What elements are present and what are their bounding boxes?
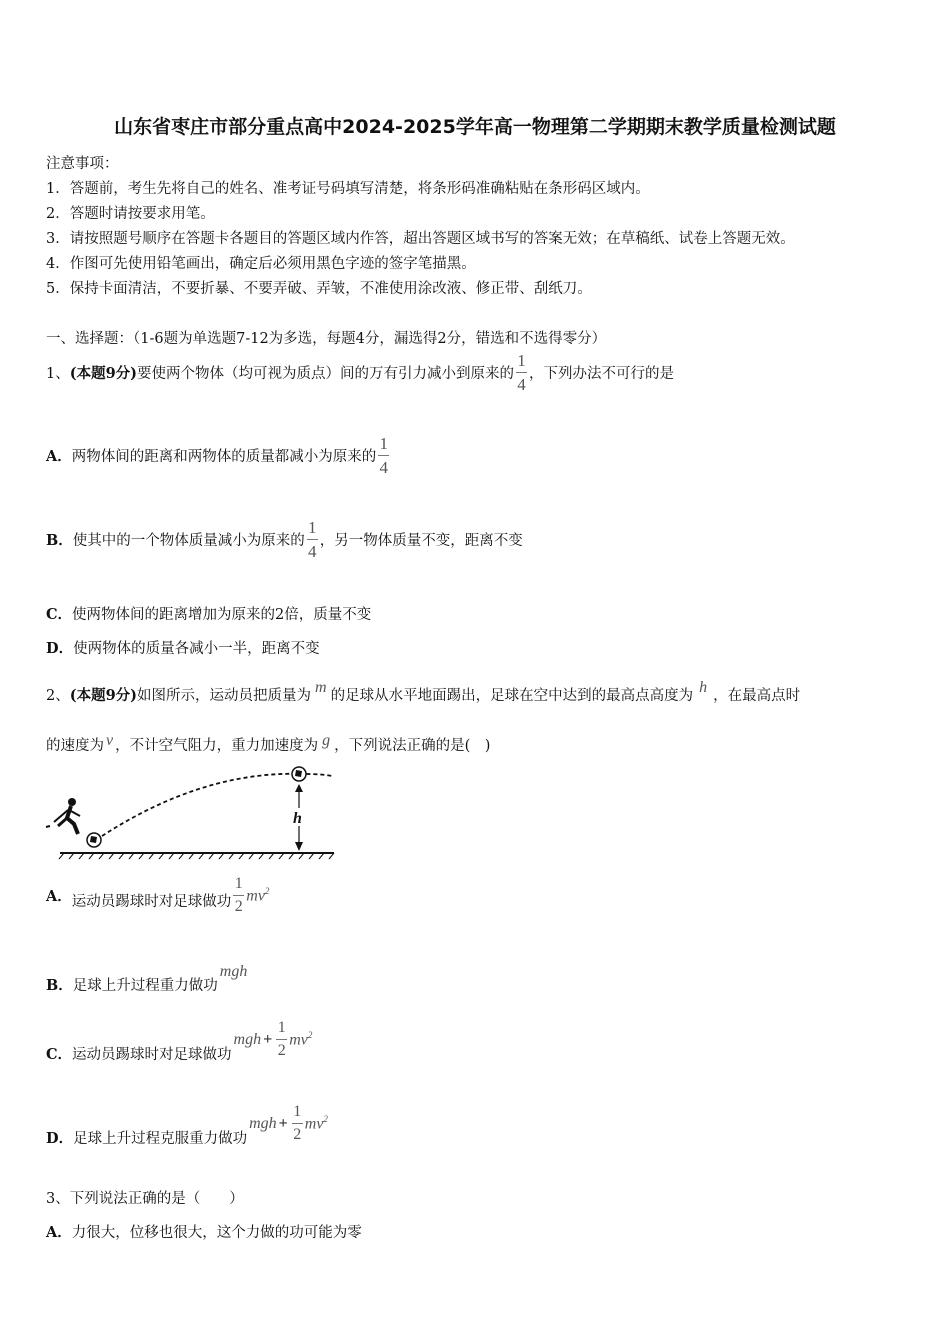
q2-option-d-mv-text: mv — [304, 1115, 324, 1133]
q1-option-b-label: B． — [46, 532, 73, 549]
height-arrow-top — [295, 784, 303, 792]
q1-option-a — [46, 435, 391, 476]
q2-option-b-label: B． — [46, 977, 73, 994]
q1-fraction — [516, 352, 527, 393]
q2-option-d-label: D． — [46, 1130, 74, 1147]
q1-frac-den: 4 — [517, 375, 526, 394]
notice-item-4: 4．作图可先使用铅笔画出，确定后必须用黑色字迹的签字笔描黑。 — [46, 256, 476, 272]
q1-frac-bar — [516, 372, 527, 373]
q2-option-c-plus: + — [263, 1030, 273, 1048]
q2-figure — [44, 760, 344, 864]
q2-option-c-exponent: 2 — [307, 1029, 313, 1040]
q2-option-c-frac-den: 2 — [277, 1042, 286, 1059]
q1-option-a-frac-bar — [378, 455, 389, 456]
q2-option-d-frac-bar — [292, 1123, 303, 1124]
q3-stem — [46, 1187, 244, 1208]
q1-option-b-frac-num: 1 — [308, 518, 317, 537]
q2-option-a-frac-den: 2 — [234, 898, 243, 915]
ball-top — [292, 767, 306, 781]
q2-option-d-mgh: mgh — [249, 1114, 277, 1132]
q1-stem — [46, 352, 674, 393]
q2-option-c — [46, 1019, 313, 1063]
q1-option-d — [46, 637, 320, 658]
q2-stem-b: 的足球从水平地面踢出，足球在空中达到的最高点高度为 — [330, 688, 694, 704]
notice-item-1: 1．答题前，考生先将自己的姓名、准考证号码填写清楚，将条形码准确粘贴在条形码区域内。 — [46, 181, 650, 197]
q2-option-c-label: C． — [46, 1046, 73, 1063]
q1-option-b-fraction — [307, 519, 318, 560]
q2-option-a-exponent: 2 — [264, 885, 270, 896]
q1-frac-num: 1 — [517, 351, 526, 370]
q3-option-a-label: A． — [46, 1224, 72, 1241]
q2-option-d — [46, 1103, 328, 1147]
q2-option-a-fraction — [233, 876, 244, 915]
q2-prefix: 2、 — [46, 688, 70, 704]
q2-stem-d: 的速度为 — [46, 738, 104, 754]
q2-option-c-mv-text: mv — [289, 1031, 308, 1049]
notice-heading: 注意事项： — [46, 156, 119, 172]
notice-item-3: 3．请按照题号顺序在答题卡各题目的答题区域内作答，超出答题区域书写的答案无效；在草稿纸、试卷上答题无效。 — [46, 231, 795, 247]
q2-var-m: m — [315, 679, 327, 696]
q2-option-a-label: A． — [46, 888, 72, 905]
q3-stem-text: 下列说法正确的是（ ） — [69, 1191, 244, 1207]
q2-stem-c: ，在最高点时 — [713, 688, 801, 704]
q1-stem-b: ，下列办法不可行的是 — [529, 366, 675, 382]
q2-tag: (本题9分) — [69, 687, 138, 704]
q2-option-a-mv — [246, 886, 269, 905]
q1-option-d-label: D． — [46, 640, 74, 657]
q2-option-c-frac-num: 1 — [277, 1019, 286, 1036]
notice-item-5: 5．保持卡面清洁，不要折暴、不要弄破、弄皱，不准使用涂改液、修正带、刮纸刀。 — [46, 281, 592, 297]
q2-option-c-fraction — [276, 1020, 287, 1059]
q2-option-d-frac-den: 2 — [293, 1126, 302, 1143]
q2-stem-f: ，下列说法正确的是( ) — [334, 738, 491, 754]
q1-option-c-text: 使两物体间的距离增加为原来的2倍，质量不变 — [72, 607, 372, 623]
q2-stem-line1 — [46, 679, 801, 705]
q1-option-b — [46, 519, 523, 560]
q2-stem-e: ，不计空气阻力，重力加速度为 — [115, 738, 319, 754]
q2-var-h: h — [699, 679, 708, 696]
q2-option-c-mv — [289, 1030, 312, 1049]
q3-prefix: 3、 — [46, 1191, 70, 1207]
page-title: 山东省枣庄市部分重点高中2024-2025学年高一物理第二学期期末教学质量检测试题 — [114, 116, 836, 138]
q1-option-b-text-b: ，另一物体质量不变，距离不变 — [319, 533, 523, 549]
q3-option-a — [46, 1221, 362, 1242]
q2-option-b-text: 足球上升过程重力做功 — [72, 978, 218, 994]
q2-option-a-frac-num: 1 — [234, 875, 243, 892]
q1-stem-a: 要使两个物体（均可视为质点）间的万有引力减小到原来的 — [137, 366, 515, 382]
kicker-figure — [46, 798, 80, 834]
q1-option-a-frac-den: 4 — [379, 458, 389, 477]
q2-var-v: v — [106, 732, 114, 749]
q1-option-a-text: 两物体间的距离和两物体的质量都减小为原来的 — [71, 449, 377, 465]
q2-option-c-text: 运动员踢球时对足球做功 — [72, 1047, 232, 1063]
q2-option-d-plus: + — [278, 1114, 288, 1132]
q2-option-d-frac-num: 1 — [293, 1103, 302, 1120]
ball-start — [87, 833, 101, 847]
q1-prefix: 1、 — [46, 366, 70, 382]
q2-stem-a: 如图所示，运动员把质量为 — [137, 688, 312, 704]
q1-option-a-fraction — [378, 435, 389, 476]
notice-item-2: 2．答题时请按要求用笔。 — [46, 206, 215, 222]
q2-option-d-exponent: 2 — [323, 1113, 328, 1124]
q2-option-b — [46, 963, 248, 995]
q2-option-c-mgh: mgh — [233, 1030, 262, 1048]
q2-option-b-mgh: mgh — [219, 963, 248, 980]
q2-option-a-mv-text: mv — [246, 887, 265, 905]
q2-option-a — [46, 876, 269, 915]
q1-option-d-text: 使两物体的质量各减小一半，距离不变 — [73, 641, 320, 657]
q1-option-a-label: A． — [46, 448, 72, 465]
q2-option-a-frac-bar — [233, 895, 244, 896]
q2-option-a-text: 运动员踢球时对足球做功 — [71, 894, 232, 910]
q1-option-c — [46, 603, 371, 624]
q1-option-b-frac-bar — [307, 539, 318, 540]
q2-option-c-frac-bar — [276, 1039, 287, 1040]
q2-var-g: g — [322, 732, 331, 749]
q2-option-d-text: 足球上升过程克服重力做功 — [73, 1131, 248, 1147]
height-arrow-bottom — [295, 842, 303, 851]
q3-option-a-text: 力很大，位移也很大，这个力做的功可能为零 — [71, 1225, 362, 1241]
q2-option-d-mv — [305, 1114, 328, 1133]
height-label: h — [293, 810, 302, 827]
q1-option-b-text-a: 使其中的一个物体质量减小为原来的 — [72, 533, 305, 549]
q1-option-a-frac-num: 1 — [379, 434, 389, 453]
q2-stem-line2 — [46, 734, 490, 755]
section-heading: 一、选择题：（1-6题为单选题7-12为多选，每题4分，漏选得2分，错选和不选得零分） — [46, 331, 607, 347]
q1-option-c-label: C． — [46, 606, 73, 623]
q1-tag: (本题9分) — [69, 365, 138, 382]
q2-option-d-fraction — [292, 1104, 303, 1143]
q1-option-b-frac-den: 4 — [308, 542, 317, 561]
